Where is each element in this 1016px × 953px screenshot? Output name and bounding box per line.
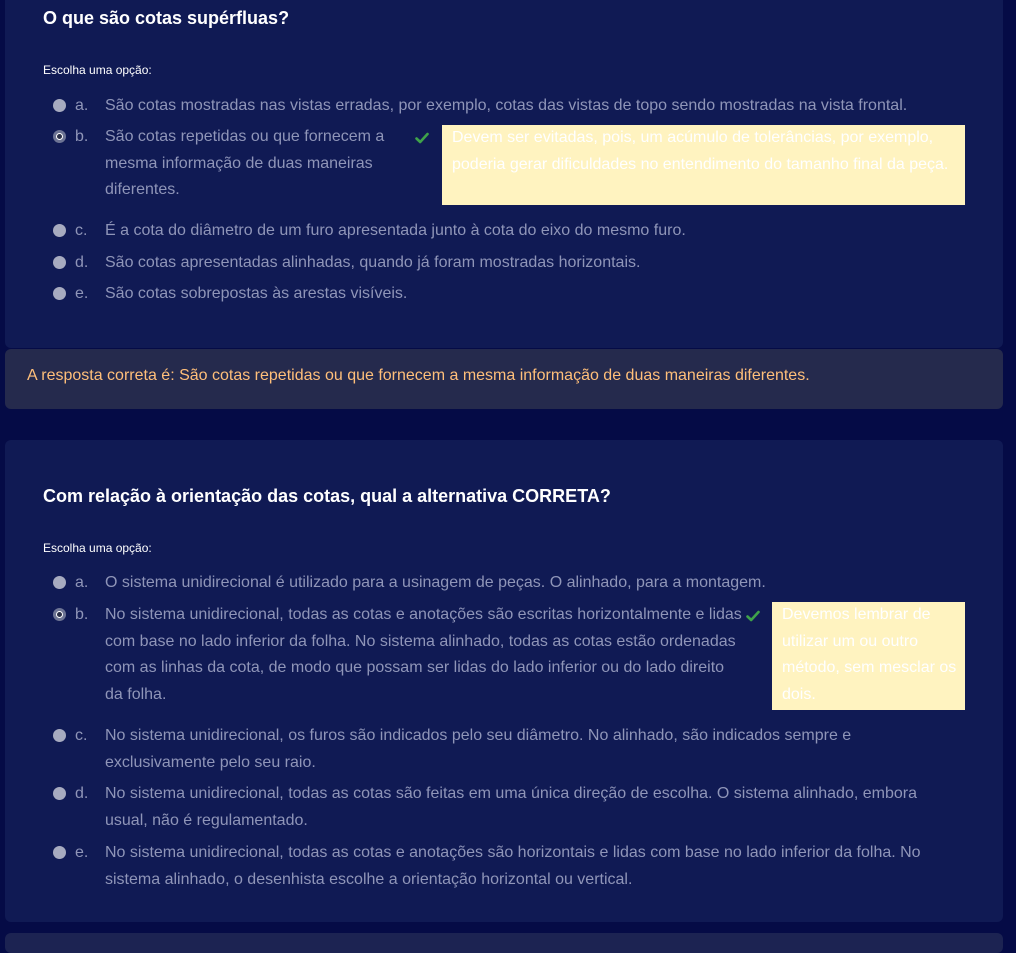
option-text: No sistema unidirecional, os furos são indicados pelo seu diâmetro. No alinhado, são indicados sempre e exclusivamente pelo seu raio. xyxy=(105,727,852,771)
option-letter: c. xyxy=(75,222,88,239)
option-letter: e. xyxy=(75,285,89,302)
question-card-2 xyxy=(5,440,1003,922)
option-text: São cotas sobrepostas às arestas visíveis. xyxy=(105,285,408,302)
radio-button[interactable] xyxy=(53,99,66,112)
option-text: São cotas repetidas ou que fornecem a mesma informação de duas maneiras diferentes. xyxy=(105,128,385,198)
feedback-box: Devemos lembrar de utilizar um ou outro método, sem mesclar os dois. xyxy=(772,602,965,710)
option-letter: c. xyxy=(75,727,88,744)
question-title: Com relação à orientação das cotas, qual a alternativa CORRETA? xyxy=(43,486,611,506)
radio-button-selected[interactable] xyxy=(53,130,66,143)
radio-button[interactable] xyxy=(53,576,66,589)
radio-button-selected[interactable] xyxy=(53,608,66,621)
check-icon xyxy=(746,609,760,623)
check-icon xyxy=(415,131,429,145)
question-title: O que são cotas supérfluas? xyxy=(43,8,290,28)
radio-button[interactable] xyxy=(53,729,66,742)
option-letter: b. xyxy=(75,606,89,623)
option-text: São cotas mostradas nas vistas erradas, por exemplo, cotas das vistas de topo sendo mostradas na vista frontal. xyxy=(105,97,908,114)
option-text: No sistema unidirecional, todas as cotas e anotações são escritas horizontalmente e lidas com base no lado inferior da folha. No sistema alinhado, todas as cotas estão ordenadas com as linhas da cota, de modo que possam ser lidas do lado inferior ou do lado direito da folha. xyxy=(105,606,742,703)
option-letter: d. xyxy=(75,785,89,802)
correct-answer-text: A resposta correta é: São cotas repetidas ou que fornecem a mesma informação de duas maneiras diferentes. xyxy=(27,367,810,384)
radio-button[interactable] xyxy=(53,287,66,300)
radio-button[interactable] xyxy=(53,256,66,269)
feedback-box: Devem ser evitadas, pois, um acúmulo de tolerâncias, por exemplo, poderia gerar dificuldades no entendimento do tamanho final da peça. xyxy=(442,125,965,205)
option-text: No sistema unidirecional, todas as cotas são feitas em uma única direção de escolha. O sistema alinhado, embora usual, não é regulamentado. xyxy=(105,785,917,829)
option-prompt: Escolha uma opção: xyxy=(43,541,152,555)
option-text: No sistema unidirecional, todas as cotas e anotações são horizontais e lidas com base no lado inferior da folha. No sistema alinhado, o desenhista escolhe a orientação horizontal ou vertical. xyxy=(105,844,921,888)
option-text: É a cota do diâmetro de um furo apresentada junto à cota do eixo do mesmo furo. xyxy=(105,222,686,239)
option-text: O sistema unidirecional é utilizado para a usinagem de peças. O alinhado, para a montagem. xyxy=(105,574,766,591)
option-letter: a. xyxy=(75,97,89,114)
question-card-1 xyxy=(5,0,1003,348)
option-letter: e. xyxy=(75,844,89,861)
option-letter: d. xyxy=(75,254,89,271)
option-prompt: Escolha uma opção: xyxy=(43,63,152,77)
next-question-card xyxy=(5,933,1003,953)
radio-button[interactable] xyxy=(53,787,66,800)
option-letter: a. xyxy=(75,574,89,591)
option-letter: b. xyxy=(75,128,89,145)
radio-button[interactable] xyxy=(53,846,66,859)
correct-answer-box xyxy=(5,349,1003,409)
option-text: São cotas apresentadas alinhadas, quando já foram mostradas horizontais. xyxy=(105,254,641,271)
radio-button[interactable] xyxy=(53,224,66,237)
